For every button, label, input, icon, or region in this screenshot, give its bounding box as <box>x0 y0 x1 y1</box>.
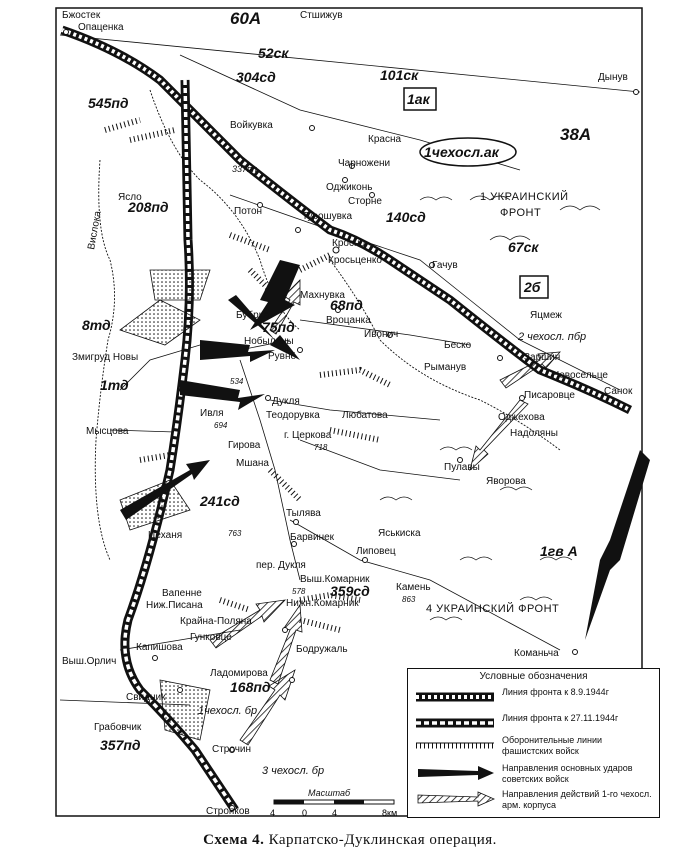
unit-67sk: 67ск <box>508 239 539 255</box>
town-lyubatova: Любатова <box>342 410 388 421</box>
caption-text: Карпатско-Дуклинская операция. <box>268 832 497 848</box>
town-gachuv: Гачув <box>432 260 458 271</box>
unit-38a: 38А <box>560 125 592 144</box>
town-pulavy: Пулавы <box>444 462 480 473</box>
unit-2chekh-pbr: 2 чехосл. пбр <box>518 331 587 343</box>
town-stropkov: Стропков <box>206 806 250 817</box>
scale-tick-3: 8км <box>382 808 398 818</box>
town-per-dukla: пер. Дукля <box>256 560 306 571</box>
unit-337pp: 337пп <box>232 164 257 174</box>
town-yaslisko: Яськиска <box>378 528 421 539</box>
height-863: 863 <box>402 595 416 604</box>
unit-1gv-a: 1гв А <box>540 543 578 559</box>
town-kamen: Камень <box>396 582 431 593</box>
unit-1chekh-br: 1чехосл. бр <box>198 705 258 717</box>
town-krosno: Кросно <box>332 238 366 249</box>
town-rymanuv: Рыманув <box>424 362 467 373</box>
height-578: 578 <box>292 587 306 596</box>
town-krasna: Красна <box>368 134 402 145</box>
unit-140sd: 140сд <box>386 209 426 225</box>
unit-8td: 8тд <box>82 317 111 333</box>
town-ivlya: Ивля <box>200 408 224 419</box>
unit-208pd: 208пд <box>128 199 169 215</box>
town-stshizhuv: Стшижув <box>300 10 343 21</box>
height-694: 694 <box>214 421 228 430</box>
unit-75pd: 75пд <box>262 319 295 335</box>
legend-swatch-front-sept <box>414 687 496 707</box>
town-strochin: Строчин <box>212 744 252 755</box>
legend-swatch-front-nov <box>414 713 496 733</box>
town-vapenne: Вапенне <box>162 588 202 599</box>
town-barvinek: Барвинек <box>290 532 335 543</box>
scale-tick-1: 0 <box>302 808 308 818</box>
legend-text-defense: Оборонительные линии фашистских войск <box>502 735 603 756</box>
town-tserkova: г. Церкова <box>284 430 332 441</box>
town-pisarovtse: Писаровце <box>524 390 575 401</box>
town-mystsova: Мысцова <box>86 426 129 437</box>
town-nadolyany: Надоляны <box>510 428 558 439</box>
unit-168pd: 168пд <box>230 679 271 695</box>
town-charnozheny: Чарножени <box>338 158 391 169</box>
unit-241sd: 241сд <box>200 493 240 509</box>
town-mshana: Мшана <box>236 458 269 469</box>
unit-60a: 60А <box>230 9 262 28</box>
height-534: 534 <box>230 377 244 386</box>
front-1-ukr-line2: ФРОНТ <box>500 207 542 219</box>
legend <box>407 668 660 818</box>
legend-text-soviet-strikes: Направления основных ударов советских войск <box>502 763 633 784</box>
town-lipovets: Липовец <box>356 546 396 557</box>
unit-3chekh-br: 3 чехосл. бр <box>262 765 325 777</box>
town-makhnuvka: Махнувка <box>300 290 345 301</box>
town-bzhostek: Бжостек <box>62 10 101 21</box>
town-kapishova: Капишова <box>136 642 183 653</box>
legend-text-front-sept: Линия фронта к 8.9.1944г <box>502 687 609 697</box>
town-odzhikon: Оджиконь <box>326 182 373 193</box>
legend-swatch-soviet-strikes <box>414 763 496 783</box>
river-visloka: Вислока <box>86 210 104 251</box>
unit-545pd: 545пд <box>88 95 129 111</box>
figure-caption <box>0 832 700 849</box>
town-nizh-komarnik: Нижн.Комарник <box>286 598 359 609</box>
town-teodoruvka: Теодорувка <box>266 410 320 421</box>
town-girova: Гирова <box>228 440 261 451</box>
town-tsekhanya: Цеханя <box>148 530 183 541</box>
town-rubne: Рувнё <box>268 351 297 362</box>
town-svidnik: Свидник <box>126 692 166 703</box>
town-krostsenko: Кросьценко <box>328 255 382 266</box>
town-krayna-polyana: Крайна-Поляна <box>180 616 252 627</box>
town-nizh-pisana: Ниж.Писана <box>146 600 203 611</box>
town-komancha: Команьча <box>514 648 559 659</box>
town-yaslo: Ясло <box>118 192 142 203</box>
height-763: 763 <box>228 529 242 538</box>
town-grabovchik: Грабовчик <box>94 722 142 733</box>
town-bodruzhal: Бодружаль <box>296 644 348 655</box>
unit-2b: 2б <box>524 279 541 295</box>
scale-bar <box>268 790 408 820</box>
front-1-ukr-line1: 1 УКРАИНСКИЙ <box>480 191 569 203</box>
height-718: 718 <box>314 443 328 452</box>
unit-357pd: 357пд <box>100 737 141 753</box>
town-bubrka: Бубрка <box>236 310 269 321</box>
town-turoshuvka: Турошувка <box>302 211 353 222</box>
town-odzhekhova: Оджехова <box>498 412 545 423</box>
unit-101sk: 101ск <box>380 67 419 83</box>
unit-68pd: 68пд <box>330 297 363 313</box>
town-ladomirova: Ладомирова <box>210 668 268 679</box>
town-ivonich: Ивонич <box>364 329 399 340</box>
town-zmigrud-novy: Змигруд Новы <box>72 352 139 363</box>
town-sporne: Сторне <box>348 196 382 207</box>
legend-swatch-czech-actions <box>414 789 496 809</box>
town-vysh-komarnik: Выш.Комарник <box>300 574 370 585</box>
town-tylyava: Тылява <box>286 508 321 519</box>
unit-304sd: 304сд <box>236 69 276 85</box>
town-vysh-orlich: Выш.Орлич <box>62 656 117 667</box>
town-zarshin: Заршин <box>524 352 561 363</box>
town-dukla: Дукля <box>272 396 300 407</box>
unit-1td: 1тд <box>100 377 129 393</box>
town-yatsmezh: Яцмеж <box>530 310 562 321</box>
legend-text-czech-actions: Направления действий 1-го чехосл. арм. корпуса <box>502 789 652 810</box>
legend-text-front-nov: Линия фронта к 27.11.1944г <box>502 713 619 723</box>
unit-52sk: 52ск <box>258 45 289 61</box>
town-opachenka: Опаценка <box>78 22 124 33</box>
legend-swatch-defense <box>414 735 496 755</box>
town-sanok: Санок <box>604 386 633 397</box>
caption-label: Схема 4. <box>203 832 265 848</box>
legend-title: Условные обозначения <box>479 671 588 682</box>
town-voykuvka: Войкувка <box>230 120 273 131</box>
town-dynuv: Дынув <box>598 72 628 83</box>
scale-tick-0: 4 <box>270 808 276 818</box>
town-nobylyany: Нобыляны <box>244 336 294 347</box>
front-4-ukr: 4 УКРАИНСКИЙ ФРОНТ <box>426 603 560 615</box>
town-novoseltse: Новосельце <box>552 370 608 381</box>
unit-1ak: 1ак <box>407 91 430 107</box>
unit-359sd: 359сд <box>330 583 370 599</box>
town-poton: Потон <box>234 206 263 217</box>
scale-title: Масштаб <box>308 788 351 798</box>
scale-tick-2: 4 <box>332 808 338 818</box>
town-vrotsanka: Вроцанка <box>326 315 371 326</box>
town-yavorova: Яворова <box>486 476 526 487</box>
unit-1chekh-ak: 1чехосл.ак <box>424 144 499 160</box>
town-besko: Беско <box>444 340 472 351</box>
town-gunkovtse: Гунковце <box>190 632 232 643</box>
